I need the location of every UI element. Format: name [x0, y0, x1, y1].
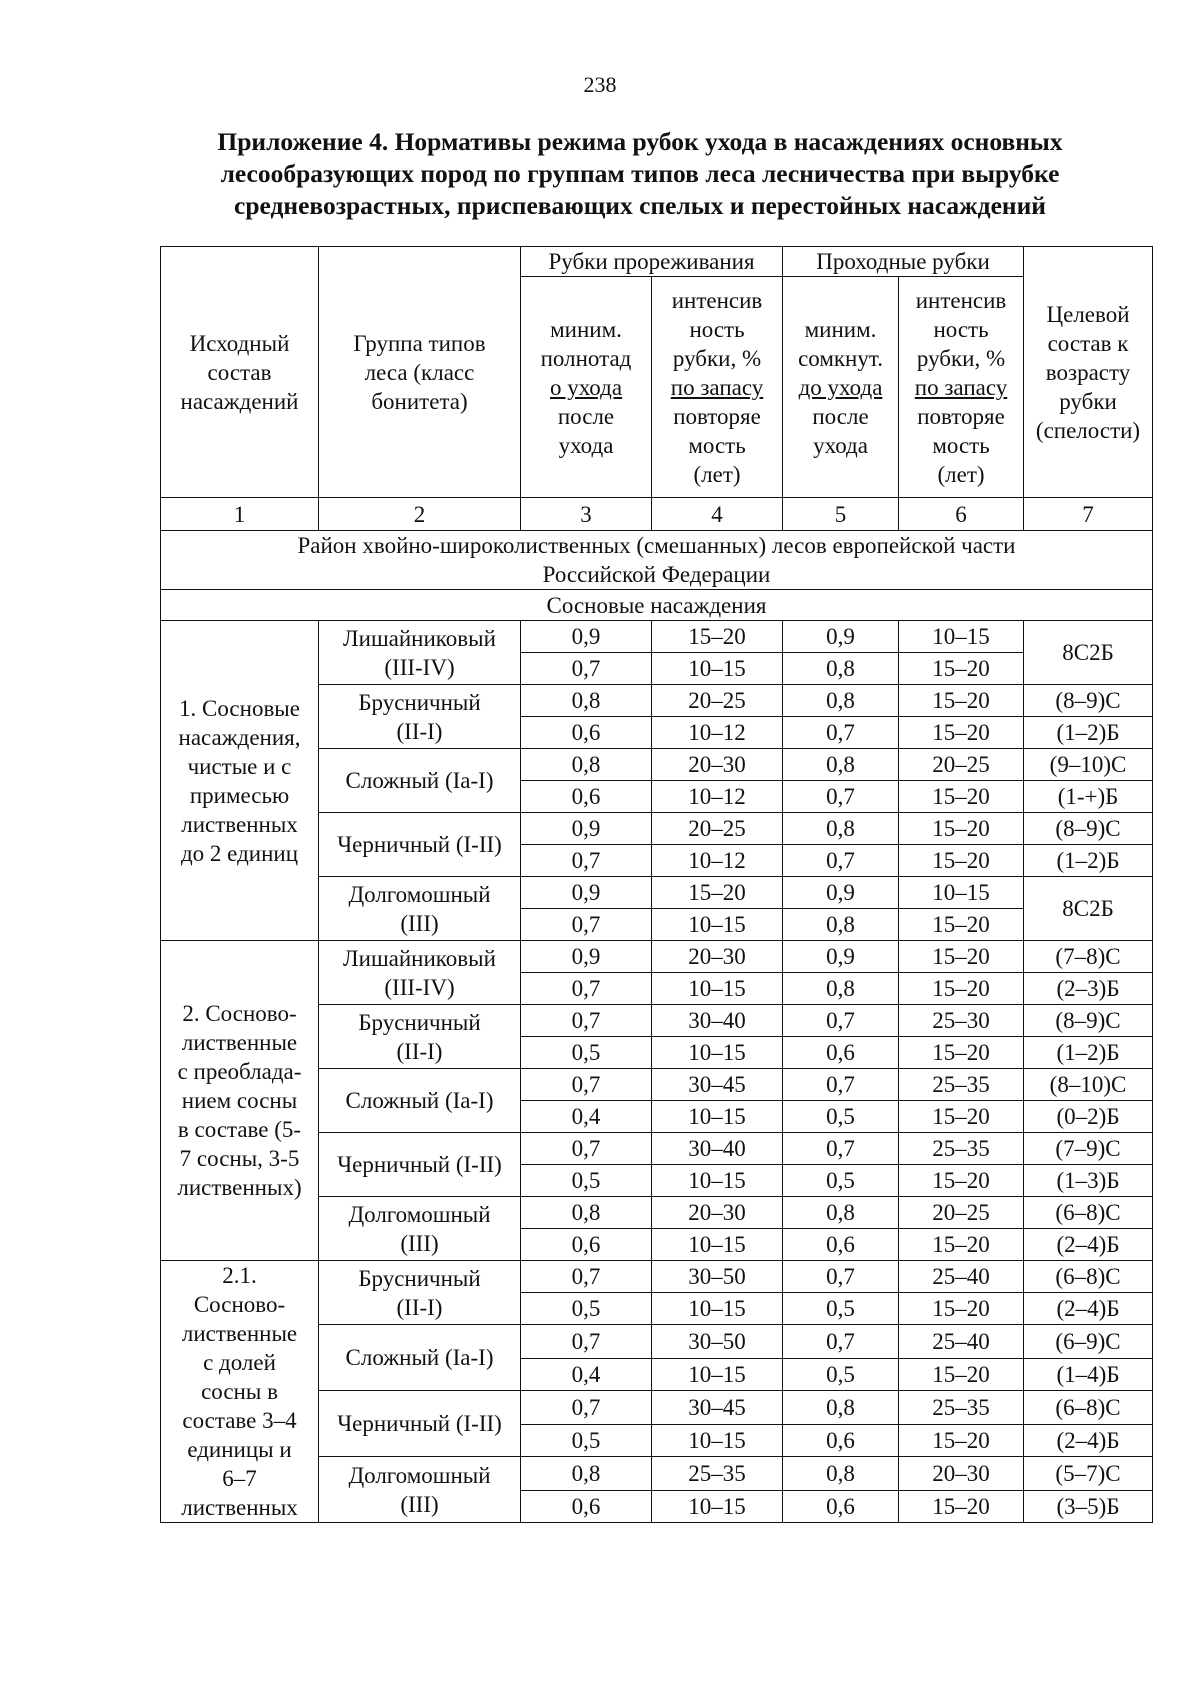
- value-cell: 10–15: [652, 1491, 783, 1523]
- value-cell: 10–12: [652, 717, 783, 749]
- value-cell: 0,7: [783, 1133, 899, 1165]
- value-cell: 0,9: [783, 621, 899, 653]
- title-line: средневозрастных, приспевающих спелых и перестойных насаждений: [234, 191, 1046, 220]
- value-cell: 0,5: [521, 1293, 652, 1325]
- value-cell: 0,7: [783, 717, 899, 749]
- value-cell: 20–30: [652, 941, 783, 973]
- value-cell: 15–20: [899, 845, 1024, 877]
- target-composition-cell: (2–4)Б: [1024, 1229, 1153, 1261]
- forest-type-cell: Черничный (I-II): [319, 813, 521, 877]
- target-composition-cell: (9–10)С: [1024, 749, 1153, 781]
- header-col-6: интенсив ность рубки, % по запасу повторяе мость (лет): [899, 277, 1024, 498]
- value-cell: 0,9: [521, 813, 652, 845]
- value-cell: 20–30: [652, 1197, 783, 1229]
- value-cell: 10–15: [652, 973, 783, 1005]
- table-row: [161, 1261, 1153, 1293]
- value-cell: 10–15: [652, 909, 783, 941]
- value-cell: 0,8: [783, 1457, 899, 1491]
- species-row: [161, 590, 1153, 621]
- target-composition-cell: 8С2Б: [1024, 877, 1153, 941]
- value-cell: 10–15: [899, 877, 1024, 909]
- value-cell: 15–20: [899, 653, 1024, 685]
- value-cell: 10–15: [652, 1037, 783, 1069]
- value-cell: 0,7: [783, 845, 899, 877]
- target-composition-cell: (6–8)С: [1024, 1197, 1153, 1229]
- value-cell: 30–40: [652, 1133, 783, 1165]
- page-number: 238: [583, 72, 617, 97]
- forest-type-cell: Черничный (I-II): [319, 1391, 521, 1457]
- header-col-4: интенсив ность рубки, % по запасу повторяе мость (лет): [652, 277, 783, 498]
- value-cell: 0,5: [521, 1425, 652, 1457]
- value-cell: 0,6: [521, 1491, 652, 1523]
- column-number: 1: [161, 498, 319, 531]
- value-cell: 10–15: [652, 1293, 783, 1325]
- target-composition-cell: (8–9)С: [1024, 685, 1153, 717]
- value-cell: 0,7: [521, 1261, 652, 1293]
- target-composition-cell: (7–9)С: [1024, 1133, 1153, 1165]
- target-composition-cell: (3–5)Б: [1024, 1491, 1153, 1523]
- value-cell: 25–35: [899, 1069, 1024, 1101]
- value-cell: 0,8: [521, 685, 652, 717]
- value-cell: 0,7: [521, 1133, 652, 1165]
- value-cell: 15–20: [899, 1165, 1024, 1197]
- value-cell: 0,8: [521, 749, 652, 781]
- target-composition-cell: (1–2)Б: [1024, 717, 1153, 749]
- target-composition-cell: (6–9)С: [1024, 1325, 1153, 1359]
- value-cell: 0,6: [521, 781, 652, 813]
- value-cell: 15–20: [899, 781, 1024, 813]
- value-cell: 15–20: [899, 813, 1024, 845]
- value-cell: 15–20: [899, 1359, 1024, 1391]
- table-row: [161, 941, 1153, 973]
- table-row: [161, 621, 1153, 653]
- value-cell: 0,7: [521, 845, 652, 877]
- value-cell: 30–45: [652, 1391, 783, 1425]
- value-cell: 15–20: [899, 1425, 1024, 1457]
- value-cell: 0,6: [783, 1491, 899, 1523]
- target-composition-cell: (2–4)Б: [1024, 1425, 1153, 1457]
- value-cell: 20–25: [899, 749, 1024, 781]
- header-col-1: Исходный состав насаждений: [161, 247, 319, 498]
- value-cell: 0,8: [521, 1457, 652, 1491]
- value-cell: 15–20: [899, 1491, 1024, 1523]
- column-number: 2: [319, 498, 521, 531]
- value-cell: 10–12: [652, 781, 783, 813]
- value-cell: 0,6: [783, 1425, 899, 1457]
- value-cell: 0,7: [521, 1069, 652, 1101]
- forest-type-cell: Долгомошный (III): [319, 1197, 521, 1261]
- target-composition-cell: (8–10)С: [1024, 1069, 1153, 1101]
- column-number: 6: [899, 498, 1024, 531]
- value-cell: 15–20: [899, 1101, 1024, 1133]
- header-group-thinning: Рубки прореживания: [521, 247, 783, 277]
- value-cell: 15–20: [652, 621, 783, 653]
- forest-type-cell: Брусничный (II-I): [319, 685, 521, 749]
- value-cell: 0,7: [783, 1261, 899, 1293]
- value-cell: 0,7: [521, 1325, 652, 1359]
- target-composition-cell: (1–4)Б: [1024, 1359, 1153, 1391]
- value-cell: 0,9: [783, 877, 899, 909]
- value-cell: 25–30: [899, 1005, 1024, 1037]
- value-cell: 25–35: [652, 1457, 783, 1491]
- forest-type-cell: Сложный (Ia-I): [319, 1069, 521, 1133]
- forest-type-cell: Лишайниковый (III-IV): [319, 621, 521, 685]
- value-cell: 0,9: [521, 941, 652, 973]
- value-cell: 0,5: [521, 1165, 652, 1197]
- value-cell: 15–20: [899, 685, 1024, 717]
- forest-type-cell: Черничный (I-II): [319, 1133, 521, 1197]
- value-cell: 0,7: [783, 1069, 899, 1101]
- value-cell: 0,8: [783, 685, 899, 717]
- value-cell: 0,8: [783, 749, 899, 781]
- value-cell: 10–15: [652, 1165, 783, 1197]
- target-composition-cell: (8–9)С: [1024, 813, 1153, 845]
- value-cell: 10–12: [652, 845, 783, 877]
- target-composition-cell: (7–8)С: [1024, 941, 1153, 973]
- value-cell: 20–25: [652, 813, 783, 845]
- value-cell: 20–25: [899, 1197, 1024, 1229]
- source-composition-cell: 2. Сосново- лиственные с преоблада- нием сосны в составе (5- 7 сосны, 3-5 лиственных): [161, 941, 319, 1261]
- header-col-7: Целевой состав к возрасту рубки (спелости): [1024, 247, 1153, 498]
- region-row: [161, 531, 1153, 590]
- forest-type-cell: Сложный (Ia-I): [319, 1325, 521, 1391]
- header-col-3: миним. полнотад о ухода после ухода: [521, 277, 652, 498]
- forest-type-cell: Брусничный (II-I): [319, 1005, 521, 1069]
- value-cell: 25–40: [899, 1261, 1024, 1293]
- value-cell: 10–15: [899, 621, 1024, 653]
- value-cell: 0,8: [783, 813, 899, 845]
- species-title: Сосновые насаждения: [161, 590, 1153, 621]
- target-composition-cell: (0–2)Б: [1024, 1101, 1153, 1133]
- column-number: 3: [521, 498, 652, 531]
- value-cell: 0,5: [783, 1359, 899, 1391]
- value-cell: 0,7: [783, 1325, 899, 1359]
- value-cell: 0,4: [521, 1101, 652, 1133]
- value-cell: 30–50: [652, 1261, 783, 1293]
- value-cell: 20–30: [899, 1457, 1024, 1491]
- header-col-2: Группа типов леса (класс бонитета): [319, 247, 521, 498]
- value-cell: 0,7: [521, 1391, 652, 1425]
- target-composition-cell: (1–2)Б: [1024, 1037, 1153, 1069]
- header-group-row: [161, 247, 1153, 277]
- value-cell: 0,7: [521, 1005, 652, 1037]
- target-composition-cell: (1-+)Б: [1024, 781, 1153, 813]
- region-title: Район хвойно-широколиственных (смешанных) лесов европейской части Российской Федерации: [161, 531, 1153, 590]
- value-cell: 0,7: [521, 653, 652, 685]
- value-cell: 10–15: [652, 1425, 783, 1457]
- value-cell: 10–15: [652, 1101, 783, 1133]
- value-cell: 0,6: [783, 1229, 899, 1261]
- value-cell: 0,5: [521, 1037, 652, 1069]
- target-composition-cell: 8С2Б: [1024, 621, 1153, 685]
- value-cell: 0,9: [783, 941, 899, 973]
- value-cell: 0,7: [521, 973, 652, 1005]
- target-composition-cell: (5–7)С: [1024, 1457, 1153, 1491]
- value-cell: 15–20: [652, 877, 783, 909]
- source-composition-cell: 2.1. Сосново- лиственные с долей сосны в составе 3–4 единицы и 6–7 лиственных: [161, 1261, 319, 1523]
- value-cell: 0,6: [521, 717, 652, 749]
- value-cell: 15–20: [899, 1293, 1024, 1325]
- value-cell: 20–25: [652, 685, 783, 717]
- value-cell: 0,8: [783, 1391, 899, 1425]
- forest-type-cell: Лишайниковый (III-IV): [319, 941, 521, 1005]
- value-cell: 0,9: [521, 877, 652, 909]
- value-cell: 15–20: [899, 941, 1024, 973]
- column-number: 7: [1024, 498, 1153, 531]
- target-composition-cell: (6–8)С: [1024, 1261, 1153, 1293]
- value-cell: 0,5: [783, 1101, 899, 1133]
- value-cell: 0,5: [783, 1293, 899, 1325]
- target-composition-cell: (6–8)С: [1024, 1391, 1153, 1425]
- value-cell: 15–20: [899, 973, 1024, 1005]
- forest-type-cell: Долгомошный (III): [319, 1457, 521, 1523]
- target-composition-cell: (2–3)Б: [1024, 973, 1153, 1005]
- forest-type-cell: Долгомошный (III): [319, 877, 521, 941]
- header-group-passage: Проходные рубки: [783, 247, 1024, 277]
- value-cell: 15–20: [899, 717, 1024, 749]
- value-cell: 15–20: [899, 1037, 1024, 1069]
- value-cell: 0,7: [783, 1005, 899, 1037]
- value-cell: 15–20: [899, 909, 1024, 941]
- value-cell: 0,7: [783, 781, 899, 813]
- norms-table: [160, 246, 1153, 1523]
- value-cell: 0,8: [521, 1197, 652, 1229]
- column-number-row: [161, 498, 1153, 531]
- value-cell: 0,5: [783, 1165, 899, 1197]
- target-composition-cell: (2–4)Б: [1024, 1293, 1153, 1325]
- value-cell: 30–50: [652, 1325, 783, 1359]
- value-cell: 10–15: [652, 1359, 783, 1391]
- value-cell: 0,8: [783, 1197, 899, 1229]
- value-cell: 20–30: [652, 749, 783, 781]
- value-cell: 10–15: [652, 653, 783, 685]
- title-line: лесообразующих пород по группам типов леса лесничества при вырубке: [220, 159, 1060, 188]
- forest-type-cell: Брусничный (II-I): [319, 1261, 521, 1325]
- target-composition-cell: (8–9)С: [1024, 1005, 1153, 1037]
- value-cell: 0,6: [521, 1229, 652, 1261]
- header-col-5: миним. сомкнут. до ухода после ухода: [783, 277, 899, 498]
- value-cell: 0,9: [521, 621, 652, 653]
- value-cell: 0,8: [783, 909, 899, 941]
- source-composition-cell: 1. Сосновые насаждения, чистые и с примесью лиственных до 2 единиц: [161, 621, 319, 941]
- value-cell: 0,6: [783, 1037, 899, 1069]
- value-cell: 15–20: [899, 1229, 1024, 1261]
- value-cell: 25–35: [899, 1133, 1024, 1165]
- value-cell: 10–15: [652, 1229, 783, 1261]
- value-cell: 25–35: [899, 1391, 1024, 1425]
- value-cell: 25–40: [899, 1325, 1024, 1359]
- value-cell: 0,4: [521, 1359, 652, 1391]
- column-number: 4: [652, 498, 783, 531]
- value-cell: 30–45: [652, 1069, 783, 1101]
- target-composition-cell: (1–2)Б: [1024, 845, 1153, 877]
- value-cell: 0,8: [783, 973, 899, 1005]
- target-composition-cell: (1–3)Б: [1024, 1165, 1153, 1197]
- column-number: 5: [783, 498, 899, 531]
- document-title: [150, 126, 1130, 222]
- value-cell: 0,7: [521, 909, 652, 941]
- forest-type-cell: Сложный (Ia-I): [319, 749, 521, 813]
- title-line: Приложение 4. Нормативы режима рубок ухода в насаждениях основных: [217, 127, 1063, 156]
- value-cell: 0,8: [783, 653, 899, 685]
- value-cell: 30–40: [652, 1005, 783, 1037]
